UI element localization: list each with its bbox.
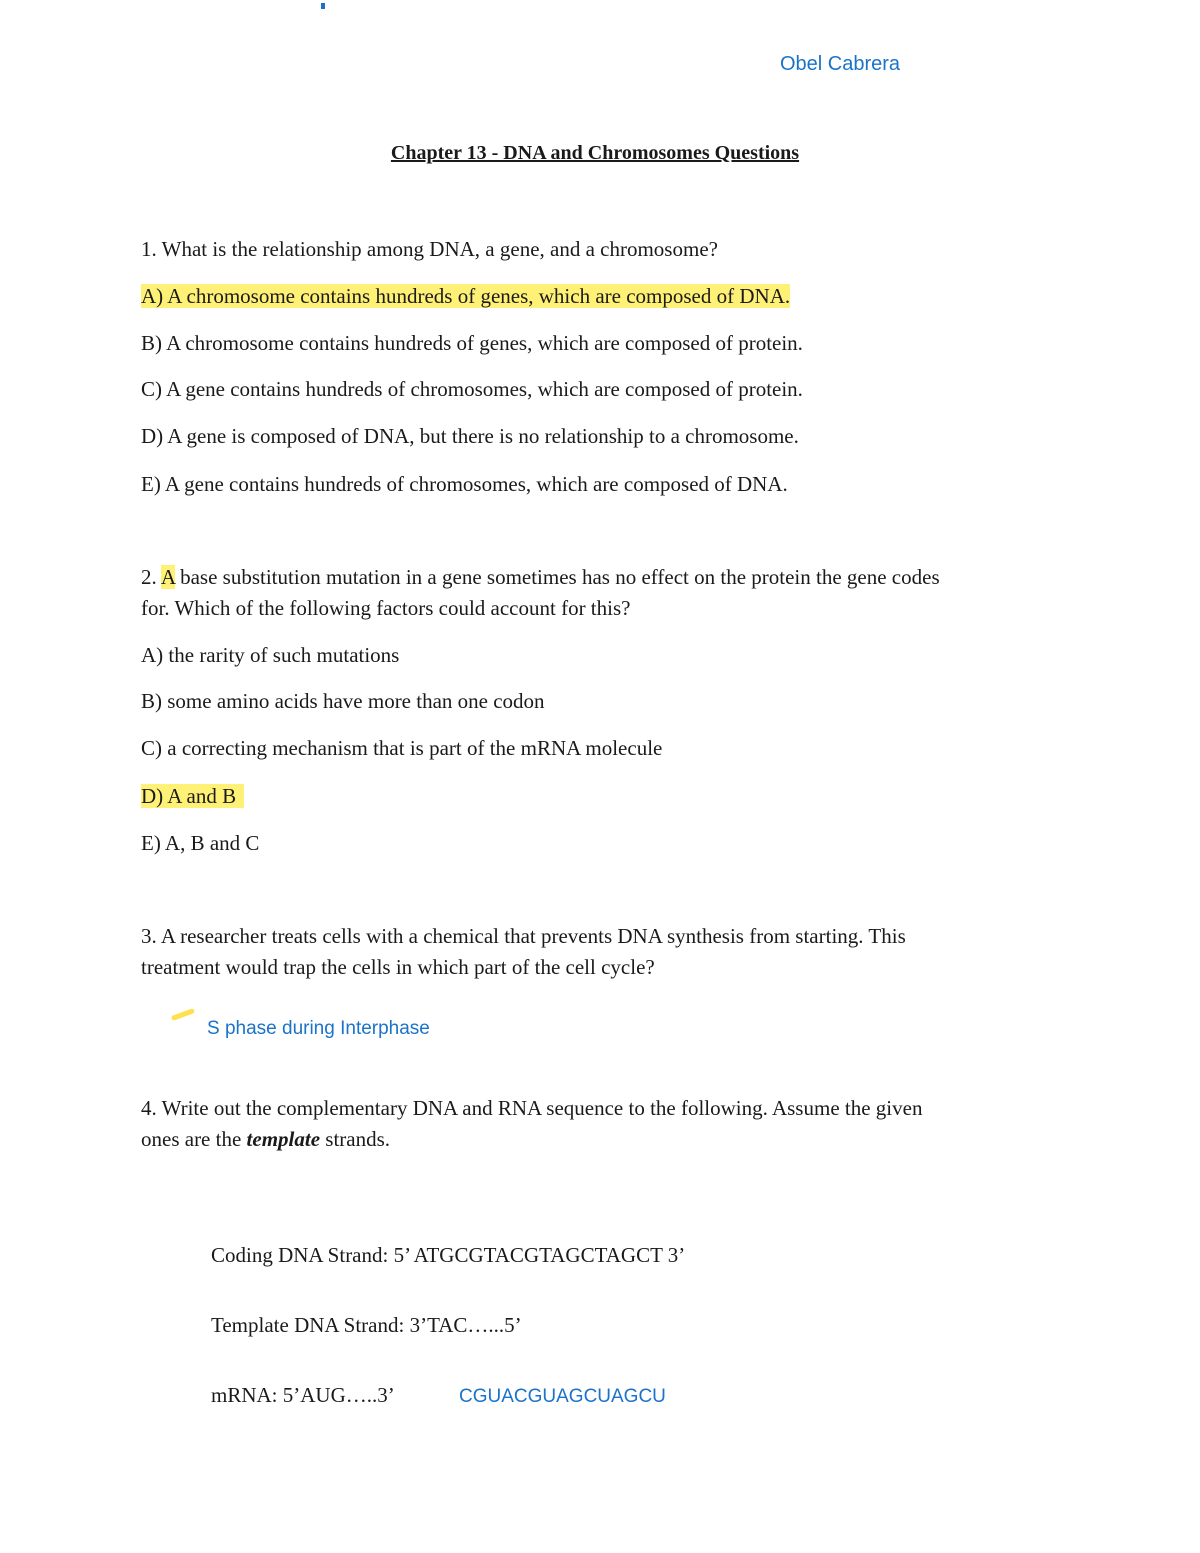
q1-option-e: E) A gene contains hundreds of chromosomes, which are composed of DNA.: [141, 472, 788, 496]
q3-question-line2: treatment would trap the cells in which part of the cell cycle?: [141, 955, 655, 979]
q2-highlighted-word: A: [160, 565, 175, 589]
q4-line2-pre: ones are the: [141, 1127, 242, 1151]
q2-option-e: E) A, B and C: [141, 831, 260, 855]
q4-line2-post: strands.: [325, 1127, 391, 1151]
author-annotation: Obel Cabrera: [780, 53, 901, 75]
ink-dot: [321, 3, 325, 9]
highlighter-stroke: [171, 1008, 195, 1021]
q4-question-line2: [141, 1124, 390, 1154]
q4-template-emphasis: template: [246, 1127, 321, 1151]
q2-option-a: A) the rarity of such mutations: [141, 643, 400, 667]
page-title: Chapter 13 - DNA and Chromosomes Questions: [390, 142, 800, 164]
q1-option-b: B) A chromosome contains hundreds of genes, which are composed of protein.: [141, 331, 803, 355]
template-strand: Template DNA Strand: 3’TAC…...5’: [211, 1313, 522, 1337]
coding-strand: Coding DNA Strand: 5’ ATGCGTACGTAGCTAGCT 3’: [211, 1243, 686, 1267]
q2-option-c: C) a correcting mechanism that is part of the mRNA molecule: [141, 736, 663, 760]
q2-question-rest: base substitution mutation in a gene sometimes has no effect on the protein the gene codes: [180, 565, 940, 589]
q2-option-b: B) some amino acids have more than one codon: [141, 689, 545, 713]
q2-question-line2: for. Which of the following factors could account for this?: [141, 596, 631, 620]
q1-option-c: C) A gene contains hundreds of chromosomes, which are composed of protein.: [141, 377, 803, 401]
q4-question-line1: 4. Write out the complementary DNA and RNA sequence to the following. Assume the given: [141, 1096, 923, 1120]
q2-number: 2.: [141, 565, 157, 589]
q1-option-a-text: A) A chromosome contains hundreds of genes, which are composed of DNA.: [141, 284, 791, 308]
q2-option-d: [141, 781, 244, 811]
mrna-answer: CGUACGUAGCUAGCU: [459, 1386, 666, 1407]
q3-question-line1: 3. A researcher treats cells with a chemical that prevents DNA synthesis from starting. This: [141, 924, 906, 948]
q2-question-line1: [141, 562, 940, 592]
q1-option-a: [141, 281, 790, 311]
q1-option-d: D) A gene is composed of DNA, but there is no relationship to a chromosome.: [141, 424, 799, 448]
q1-question: 1. What is the relationship among DNA, a gene, and a chromosome?: [141, 237, 718, 261]
q2-option-d-text: D) A and B: [141, 784, 244, 808]
q3-answer: S phase during Interphase: [207, 1018, 430, 1039]
mrna-strand: mRNA: 5’AUG…..3’: [211, 1383, 395, 1407]
